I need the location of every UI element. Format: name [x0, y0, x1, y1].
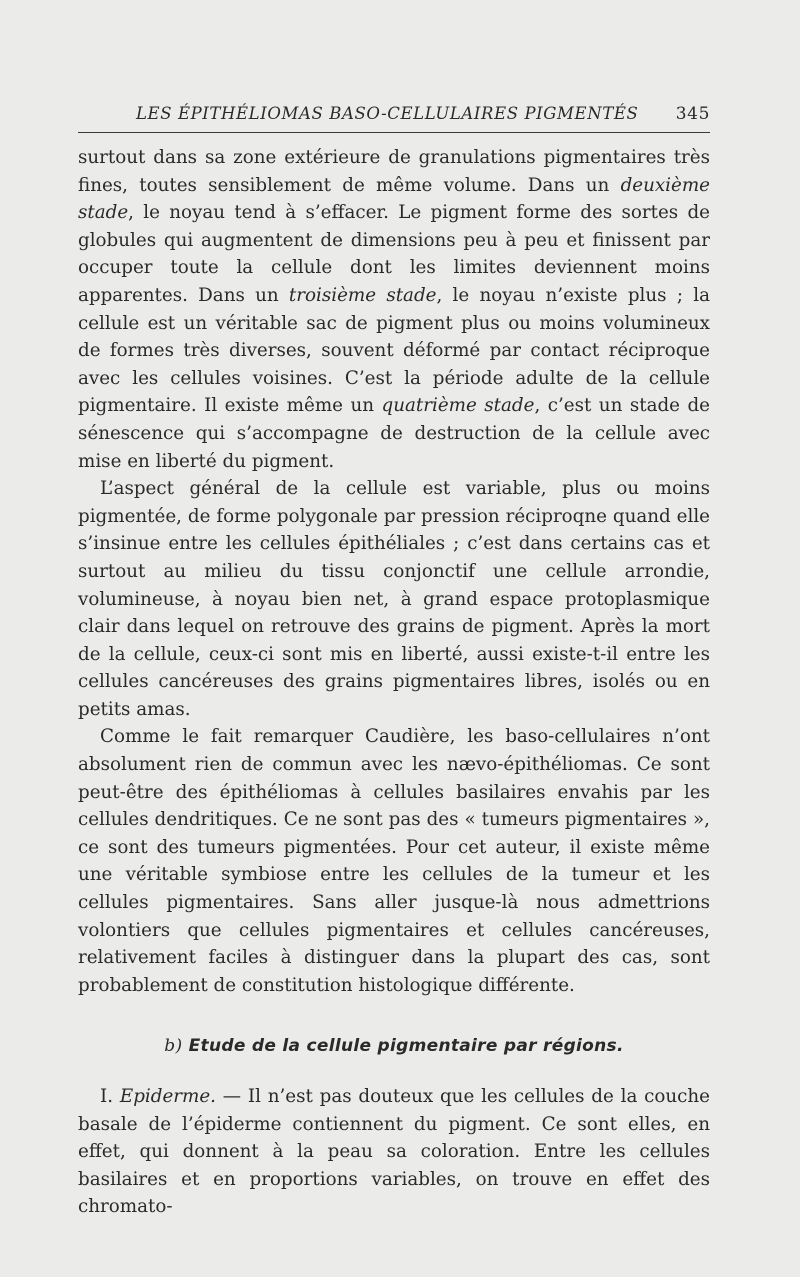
running-header	[78, 100, 710, 130]
running-title: LES ÉPITHÉLIOMAS BASO-CELLULAIRES PIGMENTÉS	[136, 104, 639, 123]
body-text	[78, 144, 710, 1221]
paragraph-4-lead: I.	[100, 1086, 120, 1107]
paragraph-1-italic-b: troisième stade	[288, 284, 437, 306]
paragraph-1-text-a: surtout dans sa zone extérieure de granulations pigmentaires très fines, toutes sensiblement de même volume. Dans un	[78, 147, 710, 196]
paragraph-1-text-c: , le noyau n’existe plus ; la cellule est un véritable sac de pigment plus ou moins volumineux de formes très diverses, souvent déformé par contact réciproque avec les cellules voisines. C’est la période adulte de la cellule pigmentaire. Il existe même un	[78, 284, 710, 417]
paragraph-4	[78, 1083, 710, 1221]
header-rule	[78, 132, 710, 133]
paragraph-1-text-d: , c’est un stade de sénescence qui s’accompagne de destruction de la cellule avec mise en liberté du pigment.	[78, 395, 710, 472]
paragraph-4-text: — Il n’est pas douteux que les cellules de la couche basale de l’épiderme contiennent du pigment. Ce sont elles, en effet, qui donnent à la peau sa coloration. Entre les cellules basilaires et en proportions variables, on trouve en effet des chromato-	[78, 1086, 711, 1218]
section-heading	[78, 1033, 710, 1061]
paragraph-1	[78, 144, 710, 475]
page-number: 345	[675, 104, 710, 124]
paragraph-3: Comme le fait remarquer Caudière, les baso-cellulaires n’ont absolument rien de commun avec les nævo-épithéliomas. Ce sont peut-être des épithéliomas à cellules basilaires envahis par les cellules dendritiques. Ce ne sont pas des « tumeurs pigmentaires », ce sont des tumeurs pigmentées. Pour cet auteur, il existe même une véritable symbiose entre les cellules de la tumeur et les cellules pigmentaires. Sans aller jusque-là nous admettrions volontiers que cellules pigmentaires et cellules cancéreuses, relativement faciles à distinguer dans la plupart des cas, sont probablement de constitution histologique différente.	[78, 726, 710, 996]
paragraph-1-italic-c: quatrième stade	[381, 395, 535, 417]
paragraph-1-italic-a: deuxième stade	[78, 174, 710, 224]
paragraph-2: L’aspect général de la cellule est variable, plus ou moins pigmentée, de forme polygonale par pression réciproqne quand elle s’insinue entre les cellules épithéliales ; c’est dans certains cas et surtout au milieu du tissu conjonctif une cellule arrondie, volumineuse, à noyau bien net, à grand espace protoplasmique clair dans lequel on retrouve des grains de pigment. Après la mort de la cellule, ceux-ci sont mis en liberté, aussi existe-t-il entre les cellules cancéreuses des grains pigmentaires libres, isolés ou en petits amas.	[78, 478, 710, 720]
section-title-text: Etude de la cellule pigmentaire par régions.	[188, 1036, 624, 1057]
section-letter: b)	[164, 1036, 183, 1057]
paragraph-1-text-b: , le noyau tend à s’effacer. Le pigment forme des sortes de globules qui augmentent de dimensions peu à peu et finissent par occuper toute la cellule dont les limites deviennent moins apparentes. Dans un	[78, 202, 710, 306]
paragraph-4-italic: Epiderme.	[119, 1086, 216, 1107]
